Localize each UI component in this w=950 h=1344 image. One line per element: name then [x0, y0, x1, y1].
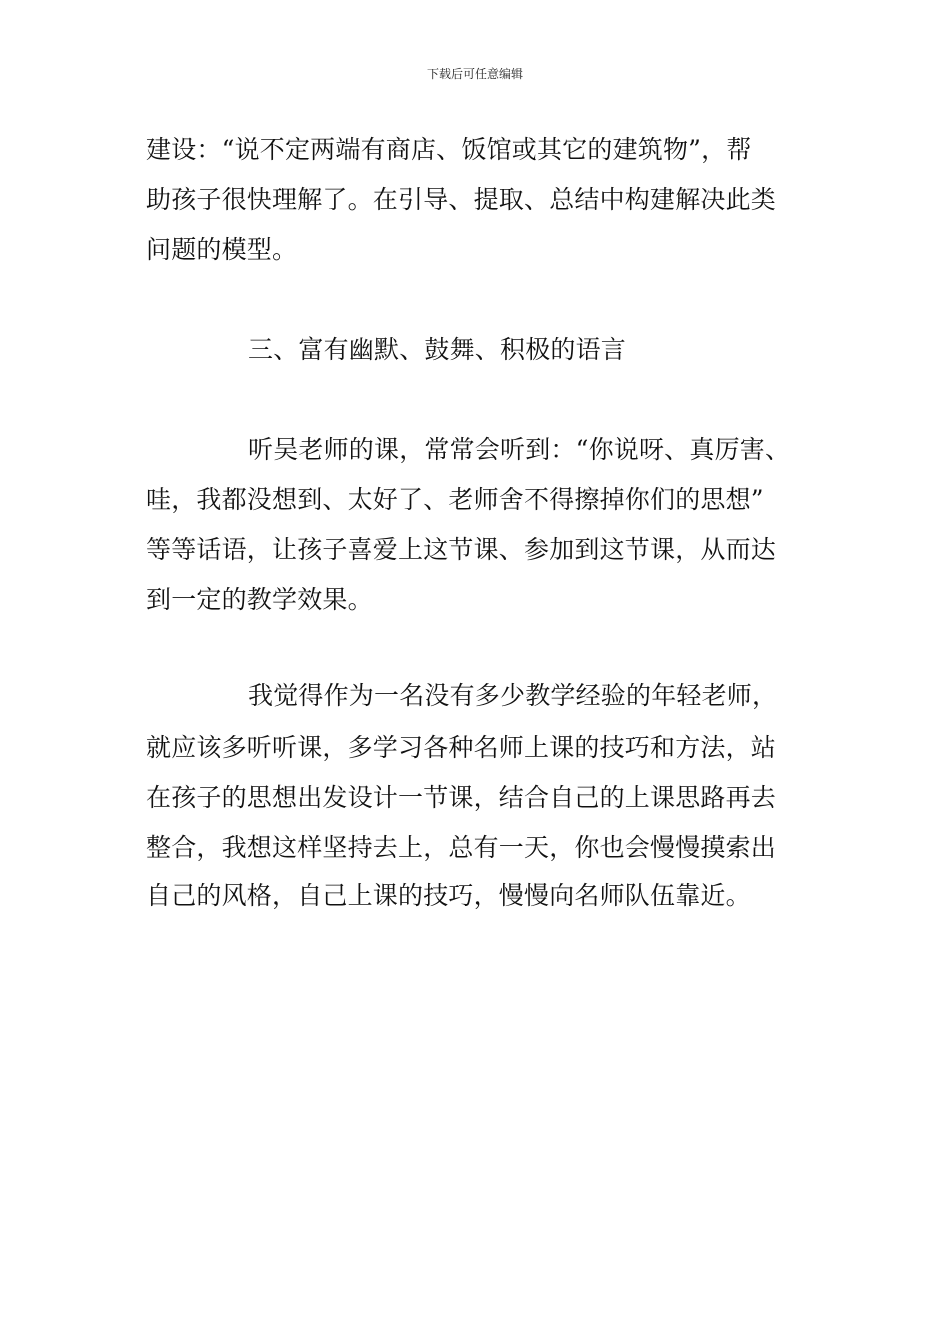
- text-line: 建设：“说不定两端有商店、饭馆或其它的建筑物”，帮: [146, 135, 752, 164]
- text-line: 听吴老师的课，常常会听到：“你说呀、真厉害、: [248, 435, 791, 464]
- heading-line: 三、富有幽默、鼓舞、积极的语言: [248, 335, 627, 364]
- page-header: 下载后可任意编辑: [426, 67, 523, 81]
- text-line: 等等话语，让孩子喜爱上这节课、参加到这节课，从而达: [146, 535, 777, 564]
- text-line: 问题的模型。: [146, 235, 298, 264]
- text-line: 到一定的教学效果。: [146, 585, 373, 614]
- text-line: 在孩子的思想出发设计一节课，结合自己的上课思路再去: [146, 783, 777, 812]
- text-line: 我觉得作为一名没有多少教学经验的年轻老师，: [248, 681, 778, 710]
- text-line: 助孩子很快理解了。在引导、提取、总结中构建解决此类: [146, 185, 777, 214]
- text-line: 整合，我想这样坚持去上，总有一天，你也会慢慢摸索出: [146, 833, 777, 862]
- text-line: 自己的风格，自己上课的技巧，慢慢向名师队伍靠近。: [146, 881, 751, 910]
- text-line: 哇，我都没想到、太好了、老师舍不得擦掉你们的思想”: [146, 485, 764, 514]
- text-line: 就应该多听听课，多学习各种名师上课的技巧和方法，站: [146, 733, 777, 762]
